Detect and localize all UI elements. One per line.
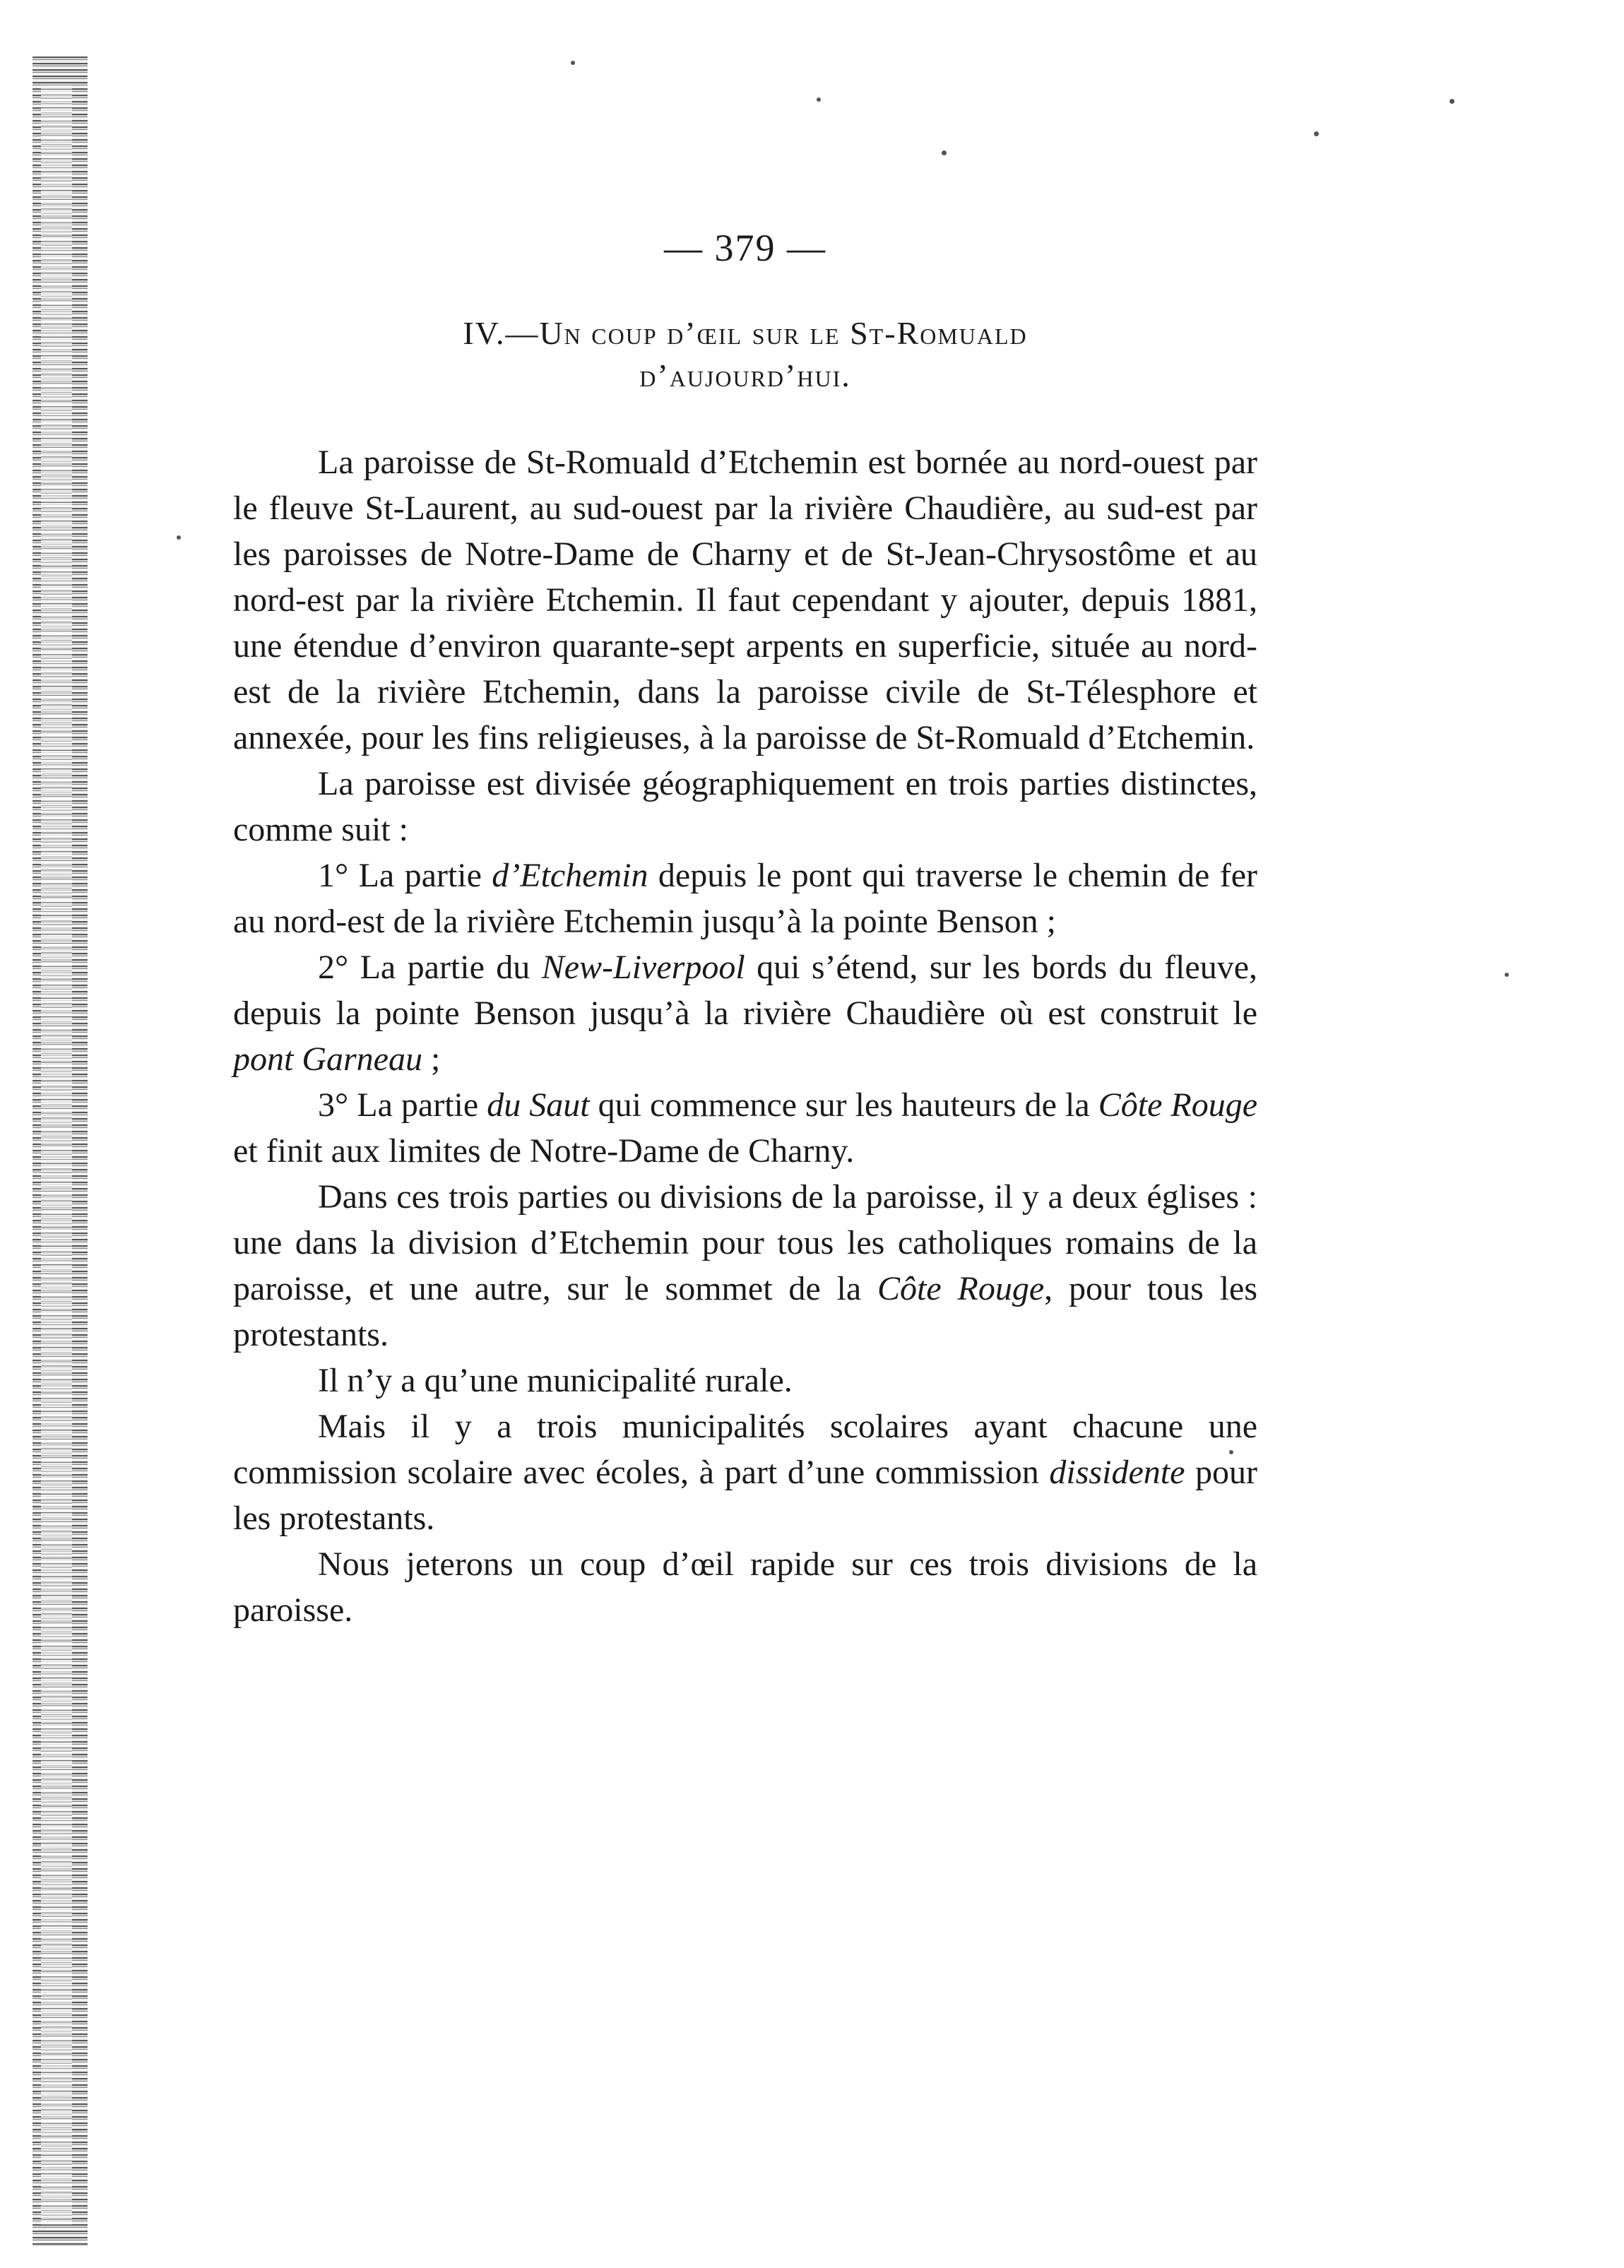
italic-term: d’Etchemin	[492, 857, 648, 894]
scan-speck	[1314, 131, 1319, 136]
list-item-etchemin: 1° La partie d’Etchemin depuis le pont qui traverse le chemin de fer au nord-est de la rivière Etchemin jusqu’à la pointe Benson ;	[233, 857, 1258, 940]
italic-term: Côte Rouge	[877, 1270, 1045, 1307]
list-item-number: 1°	[318, 857, 349, 894]
list-item-number: 2°	[318, 949, 349, 986]
body-text	[233, 439, 1257, 1633]
section-heading	[233, 312, 1257, 397]
italic-term: New-Liverpool	[541, 949, 745, 986]
scan-speck	[817, 97, 821, 102]
paragraph-closing: Nous jeterons un coup d’œil rapide sur ces trois divisions de la paroisse.	[233, 1545, 1257, 1629]
paragraph-divisions: La paroisse est divisée géographiquement en trois parties distinctes, comme suit :	[233, 765, 1257, 848]
paragraph-municipality: Il n’y a qu’une municipalité rurale.	[318, 1362, 793, 1399]
italic-term: dissidente	[1049, 1454, 1185, 1491]
list-item-number: 3°	[318, 1086, 349, 1124]
paragraph-churches: Dans ces trois parties ou divisions de la paroisse, il y a deux églises : une dans la division d’Etchemin pour tous les catholiques romains de la paroisse, et une autre, sur le sommet de la Côte Rouge, pour tous les protestants.	[233, 1178, 1258, 1353]
list-item-saut: 3° La partie du Saut qui commence sur les hauteurs de la Côte Rouge et finit aux limites de Notre-Dame de Charny.	[233, 1086, 1258, 1170]
italic-term: du Saut	[487, 1086, 590, 1124]
page-content	[233, 226, 1257, 1633]
scanned-binding-shadow	[41, 85, 72, 2225]
italic-term: pont Garneau	[233, 1040, 422, 1078]
scan-speck	[571, 61, 575, 65]
heading-line-1: IV.—Un coup d’œil sur le St-Romuald	[463, 315, 1028, 351]
paragraph-school-municipalities: Mais il y a trois municipalités scolaires ayant chacune une commission scolaire avec écoles, à part d’une commission dissidente pour les protestants.	[233, 1408, 1258, 1537]
scan-speck	[177, 535, 181, 540]
list-item-new-liverpool: 2° La partie du New-Liverpool qui s’étend, sur les bords du fleuve, depuis la pointe Benson jusqu’à la rivière Chaudière où est construit le pont Garneau ;	[233, 949, 1258, 1078]
paragraph-boundaries: La paroisse de St-Romuald d’Etchemin est bornée au nord-ouest par le fleuve St-Laurent, au sud-ouest par la rivière Chaudière, au sud-est par les paroisses de Notre-Dame de Charny et de St-Jean-Chrysostôme et au nord-est par la rivière Etchemin. Il faut cependant y ajouter, depuis 1881, une étendue d’environ quarante-sept arpents en superficie, située au nord-est de la rivière Etchemin, dans la paroisse civile de St-Télesphore et annexée, pour les fins religieuses, à la paroisse de St-Romuald d’Etchemin.	[233, 444, 1257, 756]
scan-speck	[1450, 99, 1454, 104]
scan-speck	[1505, 973, 1509, 977]
italic-term: Côte Rouge	[1098, 1086, 1258, 1124]
page-number: — 379 —	[664, 227, 826, 269]
scan-speck	[942, 150, 947, 155]
heading-line-2: d’aujourd’hui.	[639, 357, 851, 393]
